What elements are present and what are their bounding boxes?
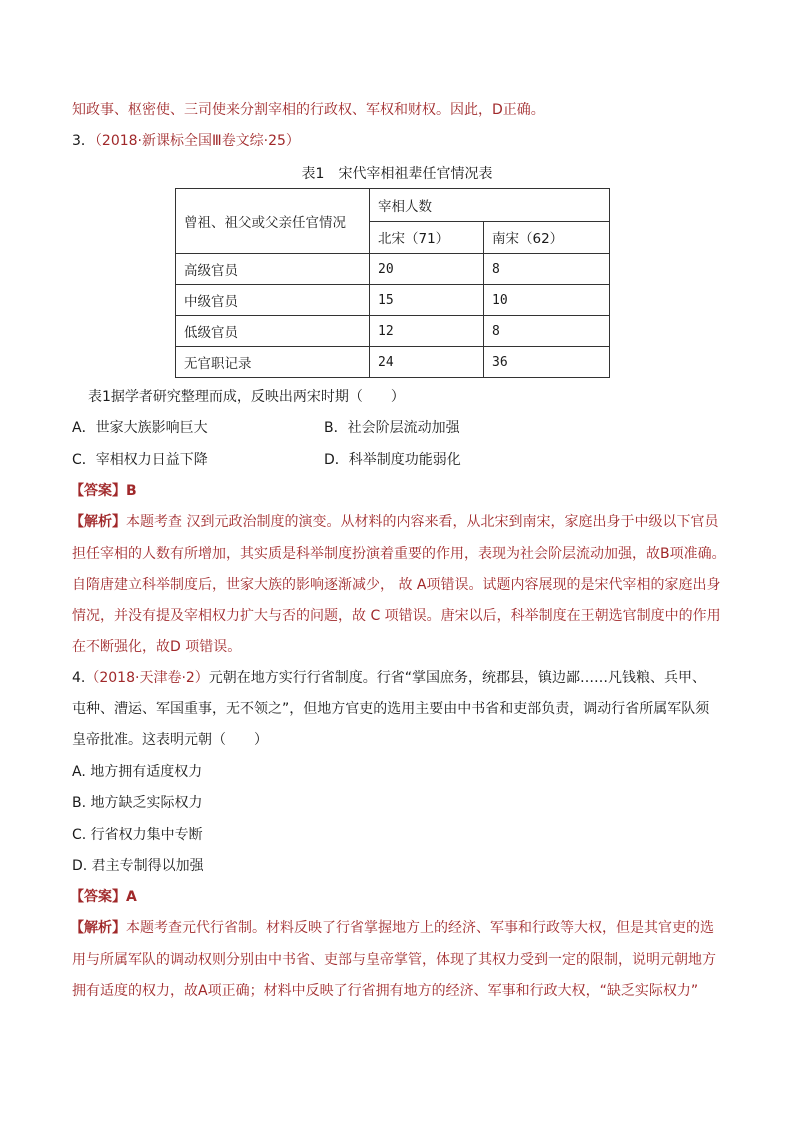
q4-analysis-line-1: [70, 918, 714, 938]
table-row: [176, 285, 610, 316]
row-south: 10: [484, 285, 610, 316]
table-header-group: 宰相人数: [370, 189, 610, 222]
q4-stem-line-1: [72, 668, 706, 688]
q4-option-c: C. 行省权力集中专断: [72, 827, 203, 843]
answer-label: 【答案】: [70, 889, 126, 905]
table-row: [176, 347, 610, 378]
row-south: 8: [484, 316, 610, 347]
q4-stem-line-3: 皇帝批准。这表明元朝（ ）: [72, 732, 268, 748]
row-north: 20: [370, 254, 484, 285]
row-north: 15: [370, 285, 484, 316]
q3-analysis-line-3: 自隋唐建立科举制度后，世家大族的影响逐渐减少， 故 A项错误。试题内容展现的是宋代宰相的家庭出身: [72, 577, 721, 593]
q4-analysis-line-2: 用与所属军队的调动权则分别由中书省、吏部与皇帝掌管，体现了其权力受到一定的限制，说明元朝地方: [72, 952, 716, 968]
table-header-row: [176, 189, 610, 222]
q3-analysis-line-5: 在不断强化，故D 项错误。: [72, 639, 242, 655]
table-row: [176, 316, 610, 347]
q3-option-d: D．科举制度功能弱化: [324, 452, 461, 468]
row-label: 中级官员: [176, 285, 370, 316]
analysis-text: 本题考查元代行省制。材料反映了行省掌握地方上的经济、军事和行政等大权，但是其官吏的选: [126, 920, 714, 936]
row-south: 36: [484, 347, 610, 378]
q3-table: [175, 188, 610, 378]
q3-number: 3．: [72, 133, 95, 149]
q3-analysis-line-4: 情况，并没有提及宰相权力扩大与否的问题，故 C 项错误。唐宋以后，科举制度在王朝选官制度中的作用: [72, 608, 721, 624]
row-label: 无官职记录: [176, 347, 370, 378]
q4-source: （2018·天津卷·2）: [85, 670, 209, 686]
answer-label: 【答案】: [70, 483, 126, 499]
q4-analysis-line-3: 拥有适度的权力，故A项正确；材料中反映了行省拥有地方的经济、军事和行政大权，“缺乏实际权力”: [72, 983, 699, 999]
answer-value: A: [126, 889, 137, 905]
table-col-south: 南宋（62）: [484, 221, 610, 254]
q3-analysis-line-1: [70, 512, 718, 532]
table-header-left: 曾祖、祖父或父亲任官情况: [176, 189, 370, 254]
table-row: [176, 254, 610, 285]
q3-option-c: C．宰相权力日益下降: [72, 452, 208, 468]
analysis-text: 本题考查 汉到元政治制度的演变。从材料的内容来看，从北宋到南宋，家庭出身于中级以下官员: [126, 514, 719, 530]
row-label: 低级官员: [176, 316, 370, 347]
row-label: 高级官员: [176, 254, 370, 285]
q3-source: （2018·新课标全国Ⅲ卷文综·25）: [94, 133, 300, 149]
q4-number: 4.: [72, 670, 86, 686]
q4-option-d: D. 君主专制得以加强: [72, 858, 204, 874]
answer-value: B: [126, 483, 137, 499]
q4-stem-line-2: 屯种、漕运、军国重事，无不领之”，但地方官吏的选用主要由中书省和吏部负责，调动行省所属军队须: [72, 701, 710, 717]
q4-stem-text: 元朝在地方实行行省制度。行省“掌国庶务，统郡县，镇边鄙……凡钱粮、兵甲、: [208, 670, 707, 686]
row-north: 24: [370, 347, 484, 378]
row-north: 12: [370, 316, 484, 347]
q3-option-a: A．世家大族影响巨大: [72, 420, 208, 436]
analysis-continuation: 知政事、枢密使、三司使来分割宰相的行政权、军权和财权。因此，D正确。: [72, 102, 545, 118]
q3-stem: 表1据学者研究整理而成，反映出两宋时期（ ）: [88, 389, 405, 405]
q4-option-b: B. 地方缺乏实际权力: [72, 795, 203, 811]
analysis-label: 【解析】: [70, 514, 126, 530]
q4-answer: [70, 887, 137, 907]
q3-header: [72, 131, 300, 151]
row-south: 8: [484, 254, 610, 285]
analysis-label: 【解析】: [70, 920, 126, 936]
table-col-north: 北宋（71）: [370, 221, 484, 254]
q3-option-b: B．社会阶层流动加强: [324, 420, 460, 436]
q3-analysis-line-2: 担任宰相的人数有所增加，其实质是科举制度扮演着重要的作用，表现为社会阶层流动加强，故B项准确。: [72, 546, 726, 562]
q3-answer: [70, 481, 137, 501]
q3-table-title: 表1 宋代宰相祖辈任官情况表: [301, 166, 493, 182]
q4-option-a: A. 地方拥有适度权力: [72, 764, 203, 780]
